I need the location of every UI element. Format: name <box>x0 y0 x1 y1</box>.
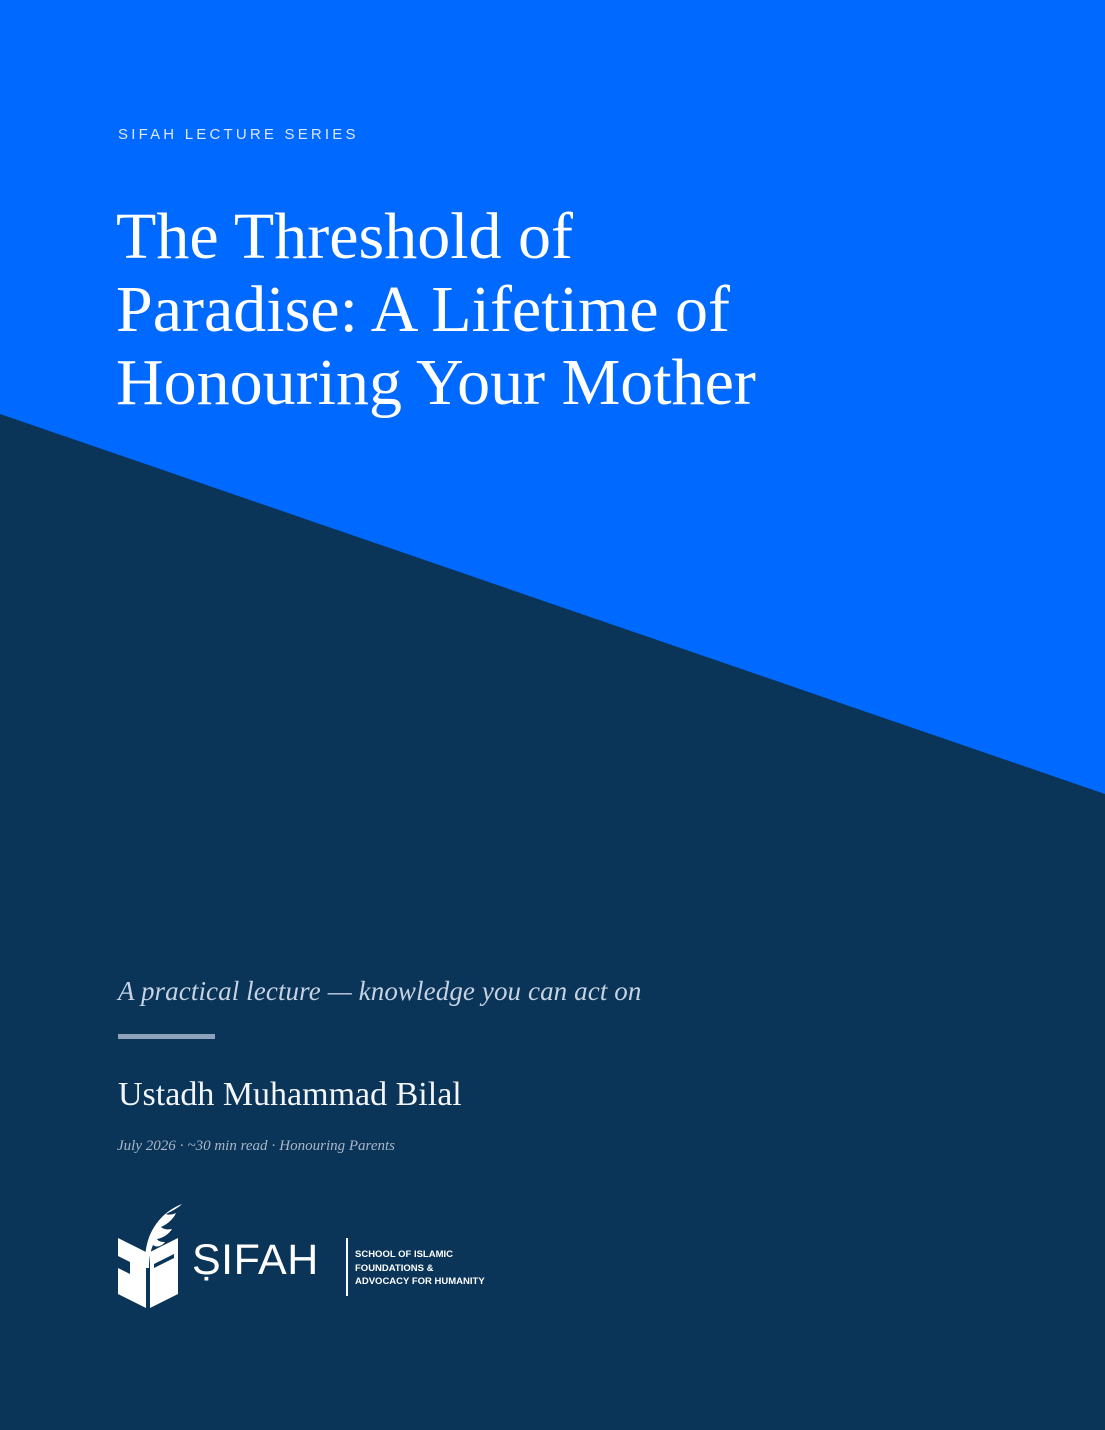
meta-category: Honouring Parents <box>279 1138 395 1154</box>
title-line-1: The Threshold of <box>116 200 574 273</box>
meta-date: July 2026 <box>117 1138 176 1154</box>
sifah-logo <box>116 1202 496 1308</box>
title-line-2: Paradise: A Lifetime of <box>116 273 731 346</box>
logo-wordmark: ṢIFAH <box>192 1236 319 1284</box>
meta-separator: · <box>271 1138 276 1154</box>
series-label: SIFAH LECTURE SERIES <box>118 126 359 143</box>
author-name: Ustadh Muhammad Bilal <box>118 1076 462 1113</box>
subtitle: A practical lecture — knowledge you can act on <box>118 976 642 1006</box>
title-line-3: Honouring Your Mother <box>116 346 756 419</box>
logo-tagline-line-3: ADVOCACY FOR HUMANITY <box>355 1276 485 1287</box>
page-title <box>116 200 916 419</box>
quill-book-icon <box>116 1202 186 1308</box>
meta-separator: · <box>179 1138 184 1154</box>
logo-divider <box>346 1238 348 1296</box>
divider-rule <box>118 1034 215 1039</box>
meta-read-time: ~30 min read <box>187 1138 268 1154</box>
logo-tagline-line-2: FOUNDATIONS & <box>355 1262 434 1274</box>
logo-tagline-line-1: SCHOOL OF ISLAMIC <box>355 1249 453 1260</box>
meta-line <box>117 1138 395 1155</box>
logo-tagline <box>355 1248 505 1289</box>
